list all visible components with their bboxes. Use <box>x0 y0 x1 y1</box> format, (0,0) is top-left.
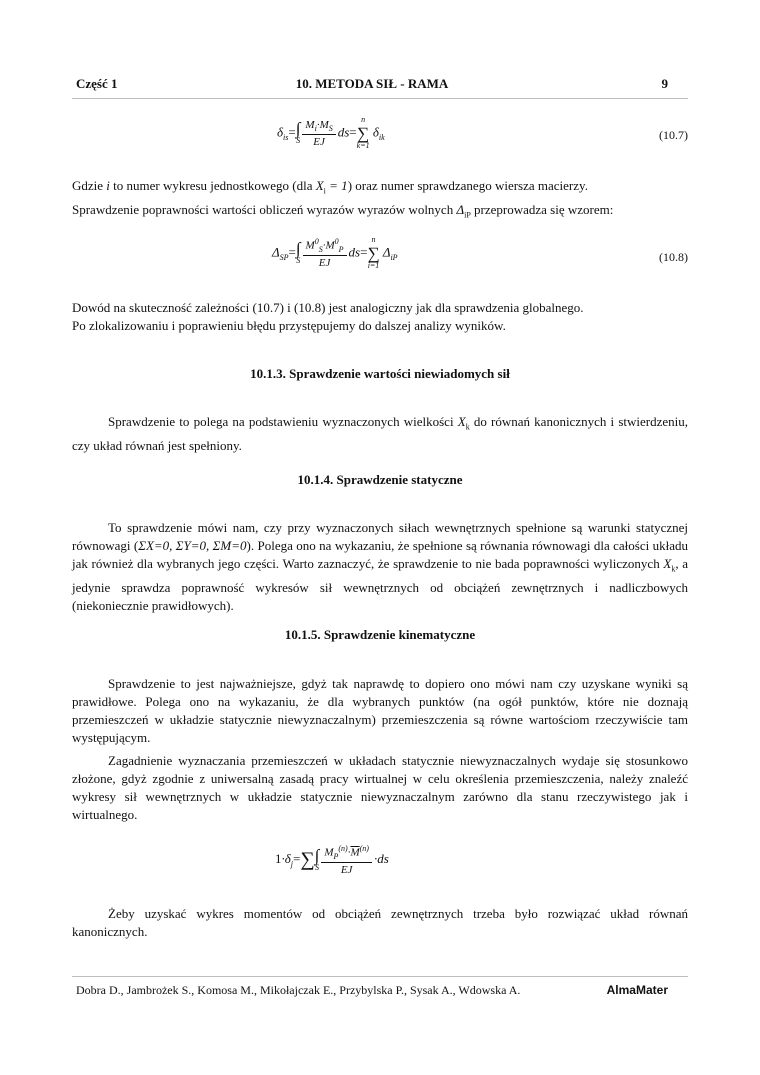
eq3-num-a-sup: (n) <box>338 844 348 853</box>
page-header <box>76 76 668 94</box>
s1-x-sub: k <box>465 422 470 432</box>
s2-text-b: ). Polega ono na wykazaniu, że spełnione są równania równowagi dla całości układu jak również dla wybranych jego części. Warto zaznaczyć, że sprawdzenie to nie bada poprawności wyliczonych <box>72 538 688 571</box>
s2-text-a: To sprawdzenie mówi nam, czy przy wyznaczonych siłach wewnętrznych spełnione są warunki statycznej równowagi ( <box>72 520 688 553</box>
eq1-lhs-sub: is <box>283 132 289 142</box>
eq3-delta: δ <box>284 850 291 866</box>
eq3-delta-sub: j <box>290 859 294 869</box>
eq3-one: 1 <box>275 850 282 866</box>
p1-delta-sub: iP <box>464 210 471 220</box>
p1-x-sub: i <box>323 186 326 196</box>
section-title-10-1-4: 10.1.4. Sprawdzenie statyczne <box>297 472 463 487</box>
p1-text-d: ) oraz numer sprawdzanego wiersza macierzy. <box>347 178 588 193</box>
p1-line2-b: przeprowadza się wzorem: <box>470 201 614 217</box>
eq2-lhs-sub: SP <box>279 252 289 262</box>
section-10-1-5-p1 <box>72 675 688 747</box>
p2-line1: Dowód na skuteczność zależności (10.7) i (10.8) jest analogiczny jak dla sprawdzenia globalnego. <box>72 300 584 315</box>
eq2-den: EJ <box>318 257 331 270</box>
eq1-int-sub: S <box>296 136 301 146</box>
eq2-num-a-sub: S <box>318 245 323 255</box>
eq3-num-b-sup: (n) <box>359 844 369 853</box>
s1-x: X <box>457 414 466 429</box>
eq1-number: (10.7) <box>659 128 688 142</box>
section-title-10-1-5: 10.1.5. Sprawdzenie kinematyczne <box>284 627 476 642</box>
section-10-1-5-p3 <box>72 905 688 941</box>
section-10-1-4-text <box>72 519 688 615</box>
paragraph-1 <box>72 177 688 224</box>
footer-rule <box>72 976 688 977</box>
eq2-num-a-sup: 0 <box>314 237 319 247</box>
eq2-num-b-sup: 0 <box>334 237 339 247</box>
eq3-num-a-sub: P <box>333 851 339 861</box>
eq1-rhs-sub: ik <box>378 132 385 142</box>
p1-text-a: Gdzie <box>72 178 107 193</box>
equation-virtual-work: $1\cdot\delta_j=\sum$ ∫ S $\frac{M_P^{(n)}\cdot\overline{M}^{(n)}}{EJ}$ ·ds <box>275 844 389 876</box>
eq2-num-a: M <box>305 240 315 253</box>
eq3-den: EJ <box>340 863 353 876</box>
header-page-number: 9 <box>661 76 668 91</box>
eq1-sum-top: n <box>361 115 366 124</box>
s3-p1: Sprawdzenie to jest najważniejsze, gdyż tak naprawdę to dopiero ono mówi nam czy uzyskane wyniki są prawidłowe. Polega ono na wykazaniu, że dla wybranych punktów (na ogół punktów, które nie doznają przemieszczeń w układzie statycznie niewyznaczalnym) przemieszczenia są równe wartościom rzeczywiście tam występującym. <box>72 676 688 745</box>
equation-10-7: $\delta_{is}=$ ∫ S $\frac{M_i\cdot M_S}{EJ}$ ds=n ∑ k=1 $\delta_{ik}$ (10.7) <box>277 115 688 150</box>
s3-p2: Zagadnienie wyznaczania przemieszczeń w układach statycznie niewyznaczalnych wydaje się stosunkowo złożone, gdyż zgodnie z uniwersalną zasadą pracy wirtualnej w celu określenia przemieszczenia, należy znaleźć wykresy sił wewnętrznych w układzie statycznie niewyznaczalnym zarówno dla stanu rzeczywistego jak i wirtualnego. <box>72 753 688 822</box>
eq3-num-b: $\overline{M}$ <box>350 846 360 859</box>
eq1-num-b-sub: S <box>328 123 333 133</box>
section-10-1-5-p2 <box>72 752 688 824</box>
eq1-ds: ds <box>337 124 350 140</box>
eq2-int-sub: S <box>296 256 301 266</box>
p1-line2-a: Sprawdzenie poprawności wartości obliczeń wyrazów wyrazów wolnych <box>72 201 457 217</box>
eq3-num-a: M <box>324 846 334 859</box>
eq2-number: (10.8) <box>659 250 688 264</box>
eq1-num-b: M <box>319 118 329 131</box>
footer-authors: Dobra D., Jambrożek S., Komosa M., Mikołajczak E., Przybylska P., Sysak A., Wdowska A. <box>76 983 521 997</box>
p1-delta: Δ <box>456 201 465 217</box>
paragraph-2 <box>72 299 688 335</box>
eq2-rhs: Δ <box>382 244 391 260</box>
s2-x-sub: k <box>671 564 676 574</box>
p1-x-value: = 1 <box>325 178 348 193</box>
eq1-rhs: δ <box>372 124 379 140</box>
p1-i: i <box>106 178 110 193</box>
page-footer <box>76 983 668 998</box>
eq3-int-sub: S <box>314 863 319 873</box>
s2-text-c: , a jedynie sprawdza poprawność wykresów sił wewnętrznych od obciążeń zewnętrznych i nadliczbowych (niekoniecznie prawidłowych). <box>72 556 688 613</box>
eq2-sum-top: n <box>371 235 376 244</box>
s2-equilibrium: ΣX=0, ΣY=0, ΣM=0 <box>138 538 247 553</box>
s1-text-a: Sprawdzenie to polega na podstawieniu wyznaczonych wielkości <box>108 414 458 429</box>
eq1-num-a-sub: i <box>314 123 317 133</box>
eq1-lhs: δ <box>277 124 284 140</box>
p2-line2: Po zlokalizowaniu i poprawieniu błędu przystępujemy do dalszej analizy wyników. <box>72 318 506 333</box>
section-title-10-1-3: 10.1.3. Sprawdzenie wartości niewiadomych sił <box>250 366 510 381</box>
eq2-rhs-sub: iP <box>390 252 398 262</box>
s2-x: X <box>663 556 672 571</box>
eq1-den: EJ <box>313 135 325 148</box>
s1-text-b: do równań kanonicznych i stwierdzeniu, czy układ równań jest spełniony. <box>72 414 688 453</box>
eq2-num-b: M <box>325 240 335 253</box>
eq3-ds: ds <box>377 850 389 866</box>
s3-p3: Żeby uzyskać wykres momentów od obciążeń zewnętrznych trzeba było rozwiązać układ równań kanonicznych. <box>72 906 688 939</box>
section-10-1-3-text <box>72 413 688 455</box>
p1-x: X <box>315 178 324 193</box>
eq1-sum-bot: k=1 <box>356 140 370 150</box>
p1-text-b: to numer wykresu jednostkowego (dla <box>109 178 316 193</box>
eq2-num-b-sub: P <box>338 245 344 255</box>
footer-brand: AlmaMater <box>606 983 668 997</box>
header-part: Część 1 <box>76 76 118 91</box>
eq2-ds: ds <box>348 244 361 260</box>
equation-10-8: $\Delta_{SP}=$ ∫ S $\frac{M^0_S\cdot M^0_P}{EJ}$ ds=n ∑ i=1 $\Delta_{iP}$ (10.8) <box>272 235 688 270</box>
eq2-lhs: Δ <box>272 244 280 260</box>
header-rule <box>72 98 688 99</box>
eq2-sum-bot: i=1 <box>367 260 380 270</box>
header-chapter-title: 10. METODA SIŁ - RAMA <box>295 76 449 91</box>
eq1-num-a: M <box>305 118 315 131</box>
